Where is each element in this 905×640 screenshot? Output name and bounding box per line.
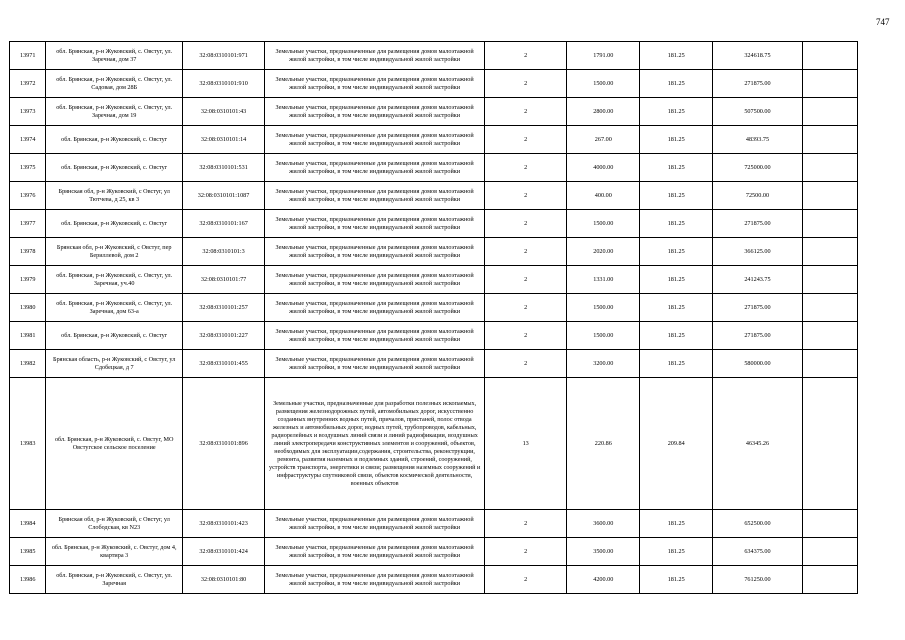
empty-cell [802, 266, 857, 294]
category-code-cell: 2 [485, 350, 567, 378]
permitted-use-cell: Земельные участки, предназначенные для размещения домов малоэтажной жилой застройки, в том числе индивидуальной жилой застройки [265, 210, 485, 238]
cadastral-value-cell: 48393.75 [713, 126, 803, 154]
parcel-number-cell: 13979 [10, 266, 46, 294]
cadastral-value-cell: 580000.00 [713, 350, 803, 378]
permitted-use-cell: Земельные участки, предназначенные для размещения домов малоэтажной жилой застройки, в том числе индивидуальной жилой застройки [265, 266, 485, 294]
empty-cell [802, 238, 857, 266]
cadastral-value-cell: 507500.00 [713, 98, 803, 126]
cadastral-number-cell: 32:08:0310101:14 [182, 126, 264, 154]
empty-cell [802, 350, 857, 378]
permitted-use-cell: Земельные участки, предназначенные для размещения домов малоэтажной жилой застройки, в том числе индивидуальной жилой застройки [265, 70, 485, 98]
empty-cell [802, 294, 857, 322]
permitted-use-cell: Земельные участки, предназначенные для разработки полезных ископаемых, размещения железнодорожных путей, автомобильных дорог, искусственно созданных внутренних водных путей, причалов, пристаней, полос отвода железных и автомобильных дорог, водных путей, трубопроводов, кабельных, радиорелейных и воздушных линий связи и линий радиофикации, воздушных линий электропередачи конструктивных элементов и сооружений, объектов, необходимых для эксплуатации,содержания, строительства, реконструкции, ремонта, развития наземных и подземных зданий, строений, сооружений, устройств транспорта, энергетики и связи; размещения наземных сооружений и инфраструктуры спутниковой связи, объектов космической деятельности, военных объектов [265, 378, 485, 510]
address-cell: обл. Брянская, р-н Жуковский, с. Овстуг, ул. Заречная, дом 19 [46, 98, 182, 126]
cadastral-value-cell: 271875.00 [713, 70, 803, 98]
permitted-use-cell: Земельные участки, предназначенные для размещения домов малоэтажной жилой застройки, в том числе индивидуальной жилой застройки [265, 294, 485, 322]
address-cell: Брянская обл, р-н Жуковский, с Овстуг, ул Слободская, кв N23 [46, 510, 182, 538]
cadastral-number-cell: 32:08:0310101:896 [182, 378, 264, 510]
category-code-cell: 2 [485, 182, 567, 210]
empty-cell [802, 154, 857, 182]
specific-value-cell: 181.25 [640, 350, 713, 378]
table-row [10, 322, 858, 350]
cadastral-number-cell: 32:08:0310101:910 [182, 70, 264, 98]
cadastral-number-cell: 32:08:0310101:167 [182, 210, 264, 238]
page-number: 747 [876, 17, 890, 27]
empty-cell [802, 322, 857, 350]
cadastral-value-cell: 241243.75 [713, 266, 803, 294]
empty-cell [802, 98, 857, 126]
category-code-cell: 13 [485, 378, 567, 510]
empty-cell [802, 510, 857, 538]
permitted-use-cell: Земельные участки, предназначенные для размещения домов малоэтажной жилой застройки, в том числе индивидуальной жилой застройки [265, 182, 485, 210]
area-cell: 1791.00 [567, 42, 640, 70]
area-cell: 3200.00 [567, 350, 640, 378]
parcel-number-cell: 13982 [10, 350, 46, 378]
specific-value-cell: 181.25 [640, 322, 713, 350]
empty-cell [802, 70, 857, 98]
parcel-number-cell: 13971 [10, 42, 46, 70]
category-code-cell: 2 [485, 266, 567, 294]
cadastral-value-cell: 271875.00 [713, 322, 803, 350]
cadastral-number-cell: 32:08:0310101:455 [182, 350, 264, 378]
cadastral-number-cell: 32:08:0310101:423 [182, 510, 264, 538]
cadastral-value-cell: 324618.75 [713, 42, 803, 70]
cadastral-number-cell: 32:08:0310101:1087 [182, 182, 264, 210]
specific-value-cell: 181.25 [640, 266, 713, 294]
parcel-number-cell: 13976 [10, 182, 46, 210]
category-code-cell: 2 [485, 126, 567, 154]
address-cell: обл. Брянская, р-н Жуковский, с. Овстуг, ул. Заречная [46, 566, 182, 594]
category-code-cell: 2 [485, 42, 567, 70]
category-code-cell: 2 [485, 510, 567, 538]
cadastral-number-cell: 32:08:0310101:77 [182, 266, 264, 294]
area-cell: 1500.00 [567, 70, 640, 98]
cadastral-value-cell: 634375.00 [713, 538, 803, 566]
cadastral-number-cell: 32:08:0310101:257 [182, 294, 264, 322]
registry-table-body [10, 42, 858, 594]
cadastral-number-cell: 32:08:0310101:43 [182, 98, 264, 126]
empty-cell [802, 378, 857, 510]
table-row [10, 238, 858, 266]
address-cell: обл. Брянская, р-н Жуковский, с. Овстуг [46, 126, 182, 154]
specific-value-cell: 181.25 [640, 510, 713, 538]
area-cell: 4200.00 [567, 566, 640, 594]
area-cell: 3500.00 [567, 538, 640, 566]
cadastral-value-cell: 46345.26 [713, 378, 803, 510]
area-cell: 2800.00 [567, 98, 640, 126]
parcel-number-cell: 13972 [10, 70, 46, 98]
permitted-use-cell: Земельные участки, предназначенные для размещения домов малоэтажной жилой застройки, в том числе индивидуальной жилой застройки [265, 98, 485, 126]
category-code-cell: 2 [485, 154, 567, 182]
specific-value-cell: 181.25 [640, 210, 713, 238]
specific-value-cell: 181.25 [640, 42, 713, 70]
permitted-use-cell: Земельные участки, предназначенные для размещения домов малоэтажной жилой застройки, в том числе индивидуальной жилой застройки [265, 322, 485, 350]
address-cell: Брянская обл, р-н Жуковский, с Овстуг, ул Тютчева, д 25, кв 3 [46, 182, 182, 210]
cadastral-value-cell: 652500.00 [713, 510, 803, 538]
address-cell: обл. Брянская, р-н Жуковский, с. Овстуг, ул. Садовая, дом 28Б [46, 70, 182, 98]
specific-value-cell: 181.25 [640, 182, 713, 210]
area-cell: 1500.00 [567, 210, 640, 238]
parcel-number-cell: 13980 [10, 294, 46, 322]
specific-value-cell: 181.25 [640, 126, 713, 154]
permitted-use-cell: Земельные участки, предназначенные для размещения домов малоэтажной жилой застройки, в том числе индивидуальной жилой застройки [265, 238, 485, 266]
table-row [10, 294, 858, 322]
permitted-use-cell: Земельные участки, предназначенные для размещения домов малоэтажной жилой застройки, в том числе индивидуальной жилой застройки [265, 538, 485, 566]
table-row [10, 182, 858, 210]
permitted-use-cell: Земельные участки, предназначенные для размещения домов малоэтажной жилой застройки, в том числе индивидуальной жилой застройки [265, 566, 485, 594]
empty-cell [802, 566, 857, 594]
table-row [10, 566, 858, 594]
table-row [10, 126, 858, 154]
cadastral-number-cell: 32:08:0310101:227 [182, 322, 264, 350]
permitted-use-cell: Земельные участки, предназначенные для размещения домов малоэтажной жилой застройки, в том числе индивидуальной жилой застройки [265, 126, 485, 154]
area-cell: 1500.00 [567, 294, 640, 322]
parcel-number-cell: 13986 [10, 566, 46, 594]
cadastral-value-cell: 761250.00 [713, 566, 803, 594]
category-code-cell: 2 [485, 538, 567, 566]
category-code-cell: 2 [485, 70, 567, 98]
parcel-number-cell: 13985 [10, 538, 46, 566]
address-cell: обл. Брянская, р-н Жуковский, с. Овстуг [46, 210, 182, 238]
specific-value-cell: 209.84 [640, 378, 713, 510]
address-cell: обл. Брянская, р-н Жуковский, с. Овстуг [46, 322, 182, 350]
area-cell: 400.00 [567, 182, 640, 210]
area-cell: 3600.00 [567, 510, 640, 538]
area-cell: 267.00 [567, 126, 640, 154]
empty-cell [802, 210, 857, 238]
category-code-cell: 2 [485, 322, 567, 350]
parcel-number-cell: 13975 [10, 154, 46, 182]
area-cell: 4000.00 [567, 154, 640, 182]
table-row [10, 42, 858, 70]
cadastral-value-cell: 271875.00 [713, 294, 803, 322]
specific-value-cell: 181.25 [640, 294, 713, 322]
cadastral-value-cell: 725000.00 [713, 154, 803, 182]
address-cell: Брянская обл, р-н Жуковский, с Овстуг, пер Бериллевой, дом 2 [46, 238, 182, 266]
category-code-cell: 2 [485, 98, 567, 126]
area-cell: 2020.00 [567, 238, 640, 266]
table-row [10, 154, 858, 182]
specific-value-cell: 181.25 [640, 154, 713, 182]
permitted-use-cell: Земельные участки, предназначенные для размещения домов малоэтажной жилой застройки, в том числе индивидуальной жилой застройки [265, 42, 485, 70]
address-cell: обл. Брянская, р-н Жуковский, с. Овстуг, МО Овстугское сельское поселение [46, 378, 182, 510]
table-row [10, 210, 858, 238]
table-row [10, 266, 858, 294]
cadastral-number-cell: 32:08:0310101:3 [182, 238, 264, 266]
parcel-number-cell: 13974 [10, 126, 46, 154]
table-row [10, 510, 858, 538]
table-row [10, 350, 858, 378]
specific-value-cell: 181.25 [640, 538, 713, 566]
land-registry-table [9, 41, 858, 594]
parcel-number-cell: 13983 [10, 378, 46, 510]
specific-value-cell: 181.25 [640, 566, 713, 594]
cadastral-value-cell: 72500.00 [713, 182, 803, 210]
category-code-cell: 2 [485, 238, 567, 266]
specific-value-cell: 181.25 [640, 70, 713, 98]
category-code-cell: 2 [485, 566, 567, 594]
area-cell: 1331.00 [567, 266, 640, 294]
table-row [10, 98, 858, 126]
empty-cell [802, 182, 857, 210]
cadastral-number-cell: 32:08:0310101:971 [182, 42, 264, 70]
address-cell: обл. Брянская, р-н Жуковский, с. Овстуг, ул. Заречная, дом 37 [46, 42, 182, 70]
empty-cell [802, 126, 857, 154]
address-cell: обл. Брянская, р-н Жуковский, с. Овстуг, дом 4, квартира 3 [46, 538, 182, 566]
address-cell: обл. Брянская, р-н Жуковский, с. Овстуг, ул. Заречная, уч.40 [46, 266, 182, 294]
category-code-cell: 2 [485, 210, 567, 238]
specific-value-cell: 181.25 [640, 238, 713, 266]
permitted-use-cell: Земельные участки, предназначенные для размещения домов малоэтажной жилой застройки, в том числе индивидуальной жилой застройки [265, 350, 485, 378]
address-cell: обл. Брянская, р-н Жуковский, с. Овстуг, ул. Заречная, дом 63-а [46, 294, 182, 322]
cadastral-value-cell: 271875.00 [713, 210, 803, 238]
empty-cell [802, 42, 857, 70]
cadastral-number-cell: 32:08:0310101:80 [182, 566, 264, 594]
permitted-use-cell: Земельные участки, предназначенные для размещения домов малоэтажной жилой застройки, в том числе индивидуальной жилой застройки [265, 510, 485, 538]
area-cell: 1500.00 [567, 322, 640, 350]
parcel-number-cell: 13984 [10, 510, 46, 538]
permitted-use-cell: Земельные участки, предназначенные для размещения домов малоэтажной жилой застройки, в том числе индивидуальной жилой застройки [265, 154, 485, 182]
address-cell: Брянская область, р-н Жуковский, с Овстуг, ул Сдобецкая, д 7 [46, 350, 182, 378]
table-row [10, 378, 858, 510]
area-cell: 220.86 [567, 378, 640, 510]
parcel-number-cell: 13977 [10, 210, 46, 238]
specific-value-cell: 181.25 [640, 98, 713, 126]
parcel-number-cell: 13973 [10, 98, 46, 126]
cadastral-value-cell: 366125.00 [713, 238, 803, 266]
table-row [10, 70, 858, 98]
cadastral-number-cell: 32:08:0310101:424 [182, 538, 264, 566]
address-cell: обл. Брянская, р-н Жуковский, с. Овстуг [46, 154, 182, 182]
cadastral-number-cell: 32:08:0310101:531 [182, 154, 264, 182]
empty-cell [802, 538, 857, 566]
table-row [10, 538, 858, 566]
parcel-number-cell: 13978 [10, 238, 46, 266]
parcel-number-cell: 13981 [10, 322, 46, 350]
category-code-cell: 2 [485, 294, 567, 322]
